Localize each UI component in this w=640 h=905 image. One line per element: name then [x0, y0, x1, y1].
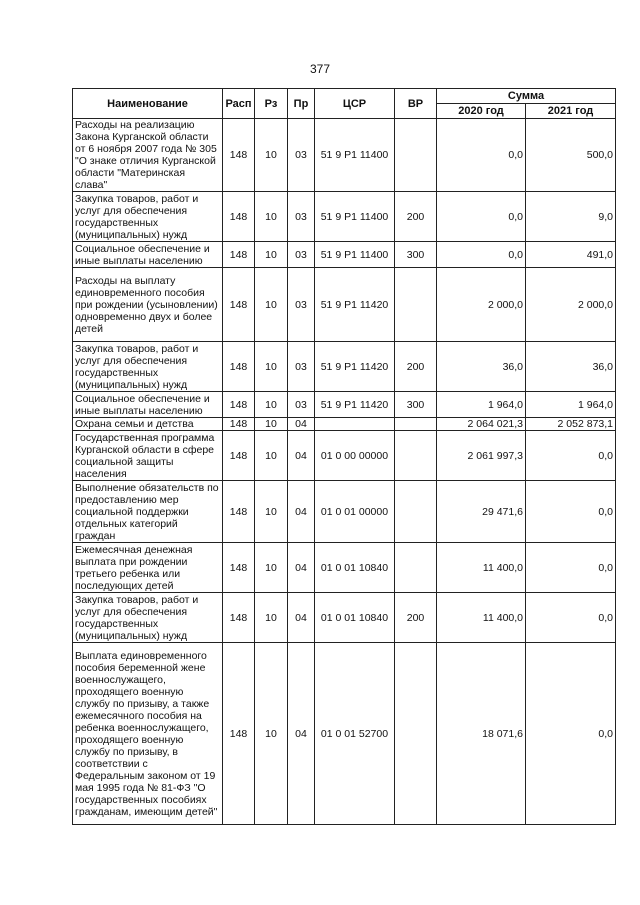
row-csr: 51 9 P1 11400 [315, 192, 395, 242]
row-csr: 01 0 01 00000 [315, 481, 395, 543]
table-row [73, 431, 616, 481]
table-row [73, 543, 616, 593]
table-row [73, 242, 616, 268]
row-pr: 04 [288, 593, 315, 643]
row-csr: 51 9 P1 11420 [315, 392, 395, 418]
row-rz: 10 [255, 643, 288, 825]
row-name: Закупка товаров, работ и услуг для обеспечения государственных (муниципальных) нужд [73, 593, 223, 643]
row-pr: 03 [288, 119, 315, 192]
table-row [73, 481, 616, 543]
row-pr: 04 [288, 543, 315, 593]
row-rz: 10 [255, 593, 288, 643]
row-vr: 300 [395, 392, 437, 418]
table-row [73, 268, 616, 342]
row-2021: 0,0 [526, 481, 616, 543]
table-row [73, 593, 616, 643]
row-name: Расходы на выплату единовременного пособия при рождении (усыновлении) одновременно двух и более детей [73, 268, 223, 342]
row-pr: 04 [288, 481, 315, 543]
row-name: Социальное обеспечение и иные выплаты населению [73, 392, 223, 418]
header-rz: Рз [255, 89, 288, 119]
row-pr: 03 [288, 192, 315, 242]
header-pr: Пр [288, 89, 315, 119]
row-2021: 0,0 [526, 431, 616, 481]
page-number: 377 [309, 62, 331, 76]
row-2021: 0,0 [526, 543, 616, 593]
row-name: Социальное обеспечение и иные выплаты населению [73, 242, 223, 268]
row-csr: 01 0 00 00000 [315, 431, 395, 481]
row-2020: 29 471,6 [437, 481, 526, 543]
row-rz: 10 [255, 242, 288, 268]
row-pr: 03 [288, 268, 315, 342]
row-2021: 2 000,0 [526, 268, 616, 342]
row-2020: 2 061 997,3 [437, 431, 526, 481]
row-rz: 10 [255, 481, 288, 543]
header-name: Наименование [73, 89, 223, 119]
row-vr: 200 [395, 192, 437, 242]
header-sum: Сумма [437, 89, 616, 104]
header-rasp: Расп [223, 89, 255, 119]
row-name: Ежемесячная денежная выплата при рождении третьего ребенка или последующих детей [73, 543, 223, 593]
row-2021: 36,0 [526, 342, 616, 392]
row-rasp: 148 [223, 418, 255, 431]
row-rz: 10 [255, 192, 288, 242]
row-vr [395, 119, 437, 192]
row-2020: 36,0 [437, 342, 526, 392]
row-vr [395, 543, 437, 593]
row-csr: 51 9 P1 11420 [315, 342, 395, 392]
row-name: Расходы на реализацию Закона Курганской области от 6 ноября 2007 года № 305 "О знаке отличия Курганской области "Материнская слава" [73, 119, 223, 192]
row-2020: 2 064 021,3 [437, 418, 526, 431]
row-rasp: 148 [223, 643, 255, 825]
row-rasp: 148 [223, 119, 255, 192]
row-rasp: 148 [223, 593, 255, 643]
row-rasp: 148 [223, 342, 255, 392]
header-csr: ЦСР [315, 89, 395, 119]
table-row [73, 418, 616, 431]
row-csr: 51 9 P1 11400 [315, 242, 395, 268]
row-2021: 0,0 [526, 593, 616, 643]
header-2021: 2021 год [526, 104, 616, 119]
row-rasp: 148 [223, 268, 255, 342]
row-2021: 9,0 [526, 192, 616, 242]
row-2020: 0,0 [437, 242, 526, 268]
row-pr: 03 [288, 342, 315, 392]
row-vr [395, 418, 437, 431]
row-csr: 51 9 P1 11400 [315, 119, 395, 192]
row-2021: 0,0 [526, 643, 616, 825]
row-2021: 1 964,0 [526, 392, 616, 418]
row-2021: 500,0 [526, 119, 616, 192]
row-csr [315, 418, 395, 431]
row-rz: 10 [255, 418, 288, 431]
row-csr: 51 9 P1 11420 [315, 268, 395, 342]
budget-table [72, 88, 616, 825]
row-vr [395, 481, 437, 543]
row-name: Закупка товаров, работ и услуг для обеспечения государственных (муниципальных) нужд [73, 342, 223, 392]
row-name: Государственная программа Курганской области в сфере социальной защиты населения [73, 431, 223, 481]
row-rasp: 148 [223, 392, 255, 418]
table-row [73, 643, 616, 825]
row-pr: 04 [288, 643, 315, 825]
table-row [73, 342, 616, 392]
row-pr: 03 [288, 392, 315, 418]
row-2020: 2 000,0 [437, 268, 526, 342]
row-rz: 10 [255, 119, 288, 192]
row-rz: 10 [255, 392, 288, 418]
row-2020: 0,0 [437, 192, 526, 242]
row-vr: 200 [395, 342, 437, 392]
row-vr [395, 268, 437, 342]
row-vr: 300 [395, 242, 437, 268]
row-2020: 1 964,0 [437, 392, 526, 418]
row-name: Выполнение обязательств по предоставлению мер социальной поддержки отдельных категорий граждан [73, 481, 223, 543]
row-vr [395, 431, 437, 481]
row-name: Закупка товаров, работ и услуг для обеспечения государственных (муниципальных) нужд [73, 192, 223, 242]
row-rz: 10 [255, 543, 288, 593]
row-rz: 10 [255, 431, 288, 481]
row-2020: 0,0 [437, 119, 526, 192]
row-rz: 10 [255, 342, 288, 392]
row-rasp: 148 [223, 543, 255, 593]
row-name: Выплата единовременного пособия беременной жене военнослужащего, проходящего военную службу по призыву, а также ежемесячного пособия на ребенка военнослужащего, проходящего военную службу по призыву, в соответствии с Федеральным законом от 19 мая 1995 года № 81-ФЗ "О государственных пособиях гражданам, имеющим детей" [73, 643, 223, 825]
row-rasp: 148 [223, 192, 255, 242]
row-pr: 04 [288, 431, 315, 481]
row-2021: 491,0 [526, 242, 616, 268]
table-row [73, 119, 616, 192]
row-rz: 10 [255, 268, 288, 342]
header-vr: ВР [395, 89, 437, 119]
row-2021: 2 052 873,1 [526, 418, 616, 431]
row-pr: 04 [288, 418, 315, 431]
row-rasp: 148 [223, 242, 255, 268]
row-2020: 11 400,0 [437, 593, 526, 643]
row-csr: 01 0 01 52700 [315, 643, 395, 825]
table-row [73, 192, 616, 242]
row-2020: 18 071,6 [437, 643, 526, 825]
row-vr [395, 643, 437, 825]
row-rasp: 148 [223, 431, 255, 481]
row-rasp: 148 [223, 481, 255, 543]
row-csr: 01 0 01 10840 [315, 543, 395, 593]
row-name: Охрана семьи и детства [73, 418, 223, 431]
row-csr: 01 0 01 10840 [315, 593, 395, 643]
row-pr: 03 [288, 242, 315, 268]
table-row [73, 392, 616, 418]
row-vr: 200 [395, 593, 437, 643]
header-2020: 2020 год [437, 104, 526, 119]
row-2020: 11 400,0 [437, 543, 526, 593]
